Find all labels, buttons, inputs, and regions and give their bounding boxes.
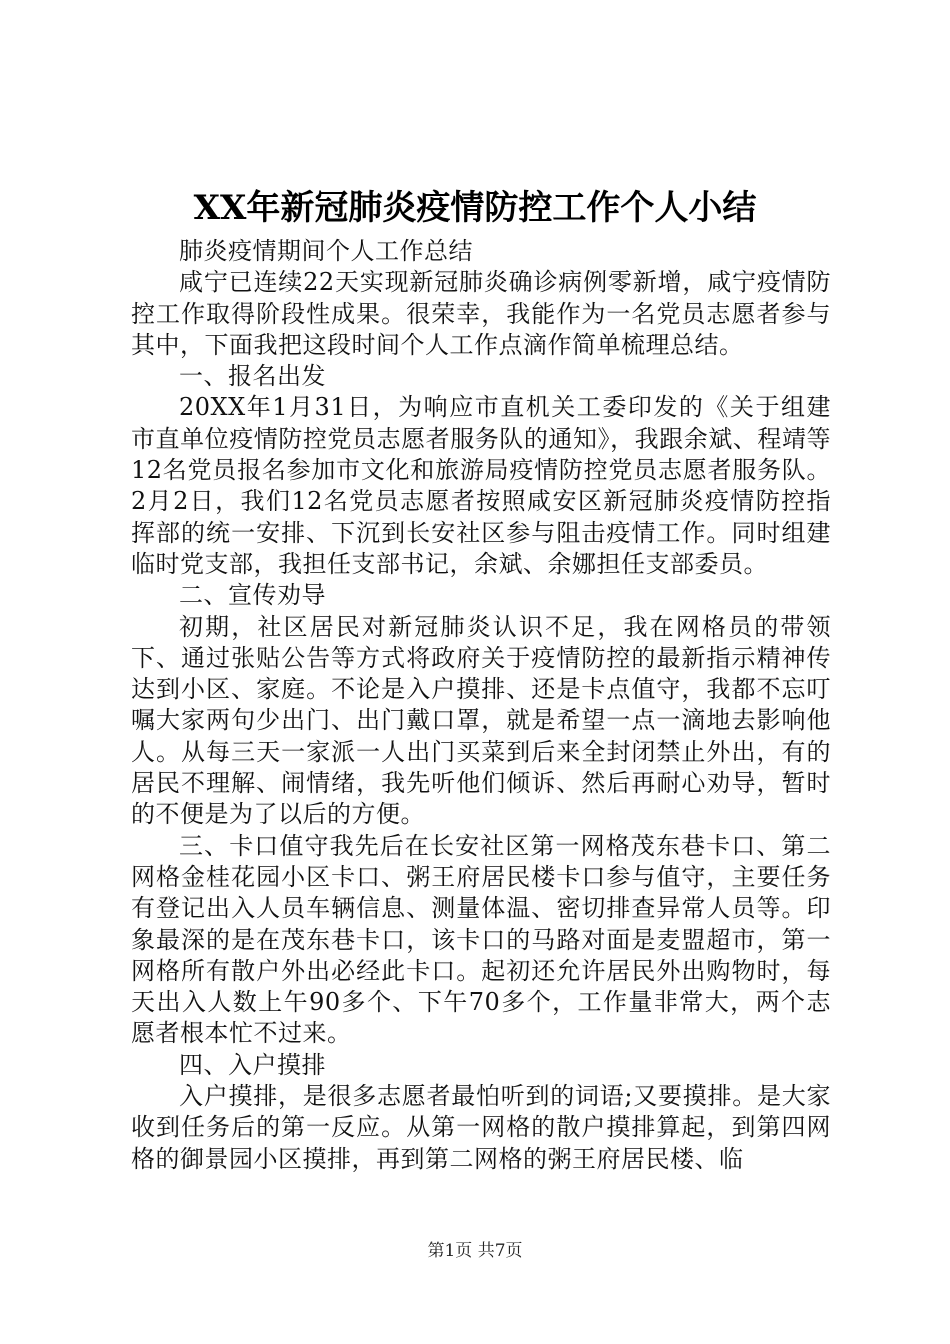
paragraph-checkpoint: 三、卡口值守我先后在长安社区第一网格茂东巷卡口、第二网格金桂花园小区卡口、粥王府居民楼卡口参与值守，主要任务有登记出入人员车辆信息、测量体温、密切排查异常人员等。印象最深的是在茂东巷卡口，该卡口的马路对面是麦盟超市，第一网格所有散户外出必经此卡口。起初还允许居民外出购物时，每天出入人数上午90多个、下午70多个，工作量非常大，两个志愿者根本忙不过来。 — [131, 831, 831, 1048]
paragraph-household: 入户摸排，是很多志愿者最怕听到的词语;又要摸排。是大家收到任务后的第一反应。从第一网格的散户摸排算起，到第四网格的御景园小区摸排，再到第二网格的粥王府居民楼、临 — [131, 1082, 831, 1173]
section-heading-household: 四、入户摸排 — [179, 1050, 326, 1079]
section-heading-publicity: 二、宣传劝导 — [179, 581, 326, 610]
paragraph-signup: 20XX年1月31日，为响应市直机关工委印发的《关于组建市直单位疫情防控党员志愿者服务队的通知》，我跟余斌、程靖等12名党员报名参加市文化和旅游局疫情防控党员志愿者服务队。2月2日，我们12名党员志愿者按照咸安区新冠肺炎疫情防控指挥部的统一安排、下沉到长安社区参与阻击疫情工作。同时组建临时党支部，我担任支部书记，余斌、余娜担任支部委员。 — [131, 393, 831, 578]
section-heading-signup: 一、报名出发 — [179, 362, 326, 391]
paragraph-subtitle: 肺炎疫情期间个人工作总结 — [179, 237, 473, 265]
paragraph-intro: 咸宁已连续22天实现新冠肺炎确诊病例零新增，咸宁疫情防控工作取得阶段性成果。很荣幸，我能作为一名党员志愿者参与其中，下面我把这段时间个人工作点滴作简单梳理总结。 — [131, 268, 831, 359]
document-title: XX年新冠肺炎疫情防控工作个人小结 — [193, 188, 757, 228]
document-body — [131, 236, 831, 1175]
paragraph-publicity: 初期，社区居民对新冠肺炎认识不足，我在网格员的带领下、通过张贴公告等方式将政府关于疫情防控的最新指示精神传达到小区、家庭。不论是入户摸排、还是卡点值守，我都不忘叮嘱大家两句少出门、出门戴口罩，就是希望一点一滴地去影响他人。从每三天一家派一人出门买菜到后来全封闭禁止外出，有的居民不理解、闹情绪，我先听他们倾诉、然后再耐心劝导，暂时的不便是为了以后的方便。 — [131, 612, 831, 829]
page-footer: 第1页 共7页 — [427, 1241, 523, 1261]
